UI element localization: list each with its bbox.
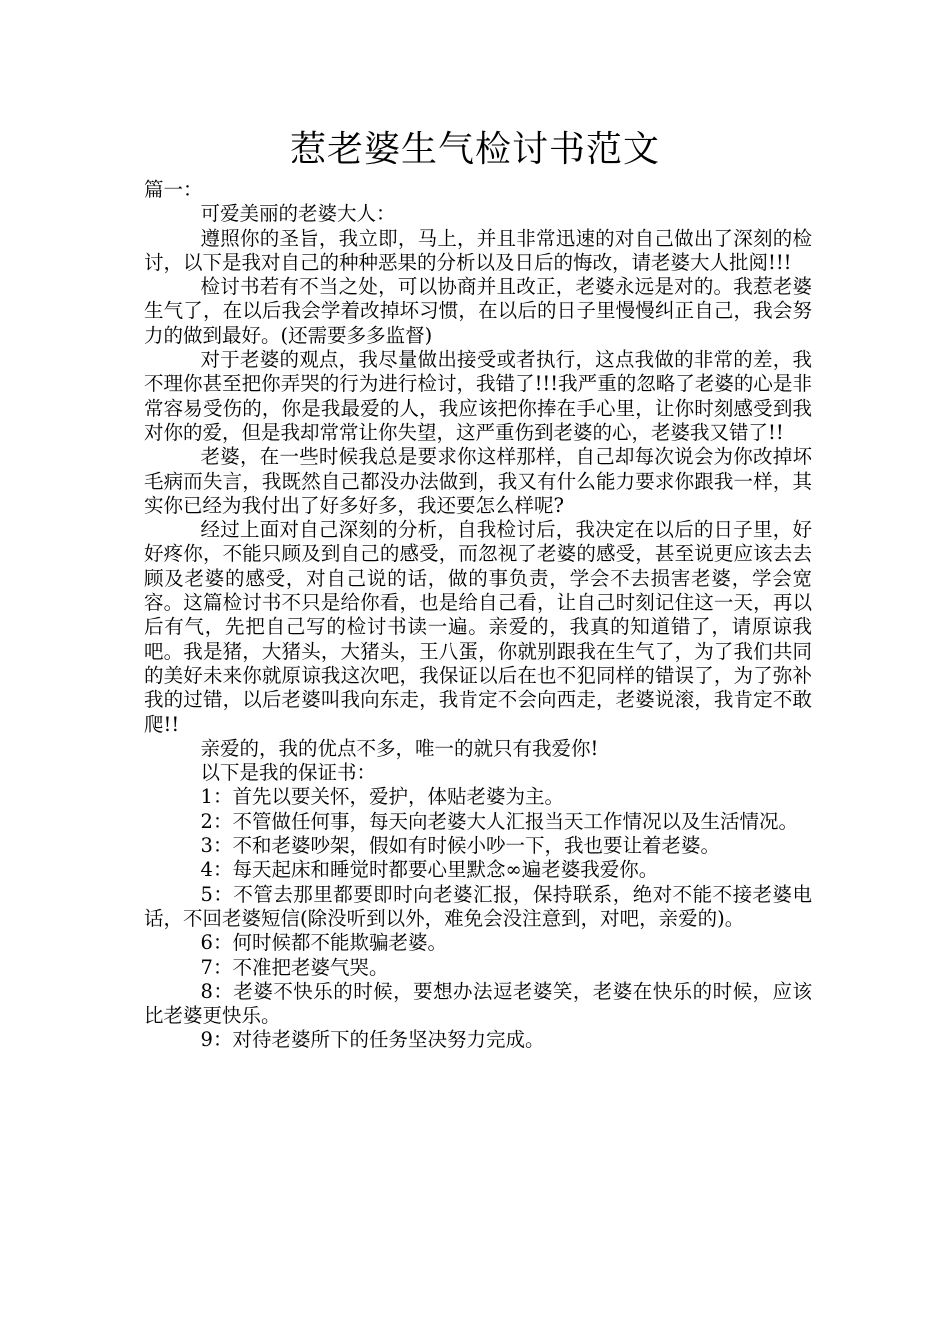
pledge-item: 3：不和老婆吵架，假如有时候小吵一下，我也要让着老婆。 — [200, 834, 720, 858]
paragraph: 经过上面对自己深刻的分析，自我检讨后，我决定在以后的日子里，好好疼你，不能只顾及到自己的感受，而忽视了老婆的感受，甚至说更应该去去顾及老婆的感受，对自己说的话，做的事负责，学会不去损害老婆，学会宽容。这篇检讨书不只是给你看，也是给自己看，让自己时刻记住这一天，再以后有气，先把自己写的检讨书读一遍。亲爱的，我真的知道错了，请原谅我吧。我是猪，大猪头，大猪头，王八蛋，你就别跟我在生气了，为了我们共同的美好未来你就原谅我这次吧，我保证以后在也不犯同样的错误了，为了弥补我的过错，以后老婆叫我向东走，我肯定不会向西走，老婆说滚，我肯定不敢爬!! — [144, 518, 812, 736]
salutation: 可爱美丽的老婆大人： — [200, 202, 396, 226]
pledge-item: 6：何时候都不能欺骗老婆。 — [200, 931, 447, 955]
paragraph: 亲爱的，我的优点不多，唯一的就只有我爱你! — [200, 736, 599, 760]
pledge-item: 2：不管做任何事，每天向老婆大人汇报当天工作情况以及生活情况。 — [200, 809, 798, 833]
pledge-item: 8：老婆不快乐的时候，要想办法逗老婆笑，老婆在快乐的时候，应该比老婆更快乐。 — [144, 979, 812, 1028]
pledge-item: 9：对待老婆所下的任务坚决努力完成。 — [200, 1028, 545, 1052]
document-title: 惹老婆生气检讨书范文 — [289, 129, 660, 170]
pledge-heading: 以下是我的保证书： — [200, 761, 377, 785]
paragraph: 遵照你的圣旨，我立即，马上，并且非常迅速的对自己做出了深刻的检讨，以下是我对自己的种种恶果的分析以及日后的悔改，请老婆大人批阅!!! — [144, 226, 812, 274]
section-label: 篇一： — [144, 178, 203, 201]
pledge-item: 5：不管去那里都要即时向老婆汇报，保持联系，绝对不能不接老婆电话，不回老婆短信(除没听到以外，难免会没注意到，对吧，亲爱的)。 — [144, 882, 812, 930]
pledge-item: 1：首先以要关怀，爱护，体贴老婆为主。 — [200, 785, 564, 809]
pledge-item: 4：每天起床和睡觉时都要心里默念∞遍老婆我爱你。 — [200, 858, 659, 882]
document-body — [144, 178, 812, 1053]
paragraph: 检讨书若有不当之处，可以协商并且改正，老婆永远是对的。我惹老婆生气了，在以后我会学着改掉坏习惯，在以后的日子里慢慢纠正自己，我会努力的做到最好。(还需要多多监督) — [144, 275, 812, 347]
paragraph: 对于老婆的观点，我尽量做出接受或者执行，这点我做的非常的差，我不理你甚至把你弄哭的行为进行检讨，我错了!!!我严重的忽略了老婆的心是非常容易受伤的，你是我最爱的人，我应该把你捧在手心里，让你时刻感受到我对你的爱，但是我却常常让你失望，这严重伤到老婆的心，老婆我又错了!! — [144, 348, 812, 444]
pledge-item: 7：不准把老婆气哭。 — [200, 955, 389, 979]
paragraph: 老婆，在一些时候我总是要求你这样那样，自己却每次说会为你改掉坏毛病而失言，我既然自己都没办法做到，我又有什么能力要求你跟我一样，其实你已经为我付出了好多好多，我还要怎么样呢? — [144, 445, 812, 517]
